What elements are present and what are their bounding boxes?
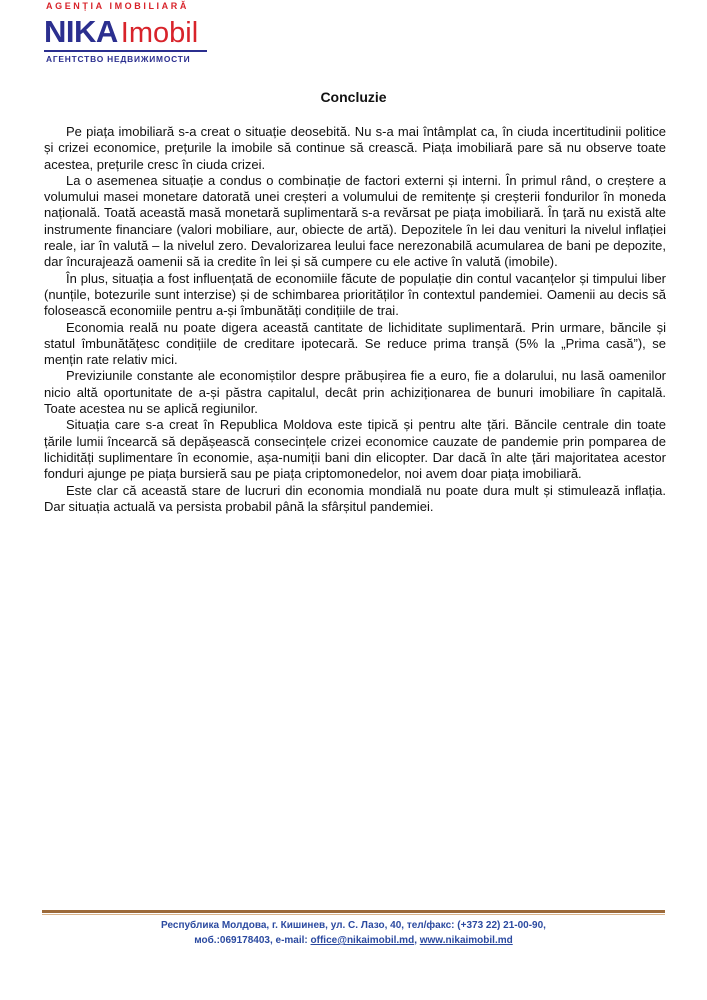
footer-address: Республика Молдова, г. Кишинев, ул. С. Лазо, 40, тел/факс: (+373 22) 21-00-90, [161,920,546,931]
footer-divider [42,910,665,913]
logo-brand [44,12,198,53]
footer-mobile: моб.:069178403, e-mail: [194,935,311,946]
footer-separator: , [414,935,420,946]
footer-divider-thin [42,914,665,915]
paragraph: La o asemenea situație a condus o combinație de factori externi și interni. În primul rând, o creștere a volumului masei monetare datorată unei creșteri a volumului de remitențe și creșterii fondurilor în moneda națională. Toată această masă monetară suplimentară s-a revărsat pe piața imobiliară. În țară nu există alte instrumente financiare (valori mobiliare, aur, obiecte de artă). Depozitele în lei dau venituri la nivelul inflației reale, iar în valută – la nivelul zero. Devalorizarea leului face nerezonabilă acumularea de bani pe depozite, dar încurajează oamenii să ia credite în lei și să cumpere cu ele active în valută (imobile). [44,172,666,270]
company-logo [44,0,214,68]
logo-brand-imobil: Imobil [120,17,199,49]
logo-tagline-ro: AGENȚIA IMOBILIARĂ [46,1,189,11]
page-title: Concluzie [320,89,387,105]
paragraph: Economia reală nu poate digera această cantitate de lichiditate suplimentară. Prin urmare, băncile și statul îmbunătățesc condițiile de creditare ipotecară. Se reduce prima tranșă (5% la „Prima casă”), se mențin rate relativ mici. [44,319,666,368]
paragraph: Pe piața imobiliară s-a creat o situație deosebită. Nu s-a mai întâmplat ca, în ciuda incertitudinii politice și crizei economice, prețurile la imobile să continue să crească. Piața imobiliară pare să nu observe toate acestea, prețurile cresc în ciuda crizei. [44,124,666,172]
paragraph: În plus, situația a fost influențată de economiile făcute de populație din contul vacanțelor și timpului liber (nunțile, botezurile sunt interzise) și de schimbarea priorităților în contextul pandemiei. Oamenii au decis să folosească economiile pentru a-și îmbunătăți condițiile de trai. [44,270,666,319]
footer-contact-line [0,933,707,948]
paragraph: Este clar că această stare de lucruri din economia mondială nu poate dura mult și stimulează inflația. Dar situația actuală va persista probabil până la sfârșitul pandemiei. [44,482,666,514]
email-link[interactable]: office@nikaimobil.md [310,935,415,946]
logo-brand-nika: NIKA [44,14,118,49]
logo-tagline-ru: АГЕНТСТВО НЕДВИЖИМОСТИ [46,54,191,64]
paragraph: Previziunile constante ale economiștilor despre prăbușirea fie a euro, fie a dolarului, nu lasă oamenilor nicio altă oportunitate de a-și păstra capitalul, decât prin achiziționarea de bunuri imobiliare în capitală. Toate acestea nu se aplică regiunilor. [44,368,666,417]
paragraph: Situația care s-a creat în Republica Moldova este tipică și pentru alte țări. Băncile centrale din toate țările lumii încearcă să depășească consecințele crizei economice cauzate de pandemie prin pomparea de lichidități suplimentare în economie, așa-numiții bani din elicopter. Dar dacă în alte țări majoritatea acestor fonduri ajunge pe piața bursieră sau pe piața criptomonedelor, noi avem doar piața imobiliară. [44,417,666,482]
website-link[interactable]: www.nikaimobil.md [419,935,513,946]
footer-contacts [0,918,707,948]
logo-divider [44,50,207,52]
document-body [44,124,666,515]
